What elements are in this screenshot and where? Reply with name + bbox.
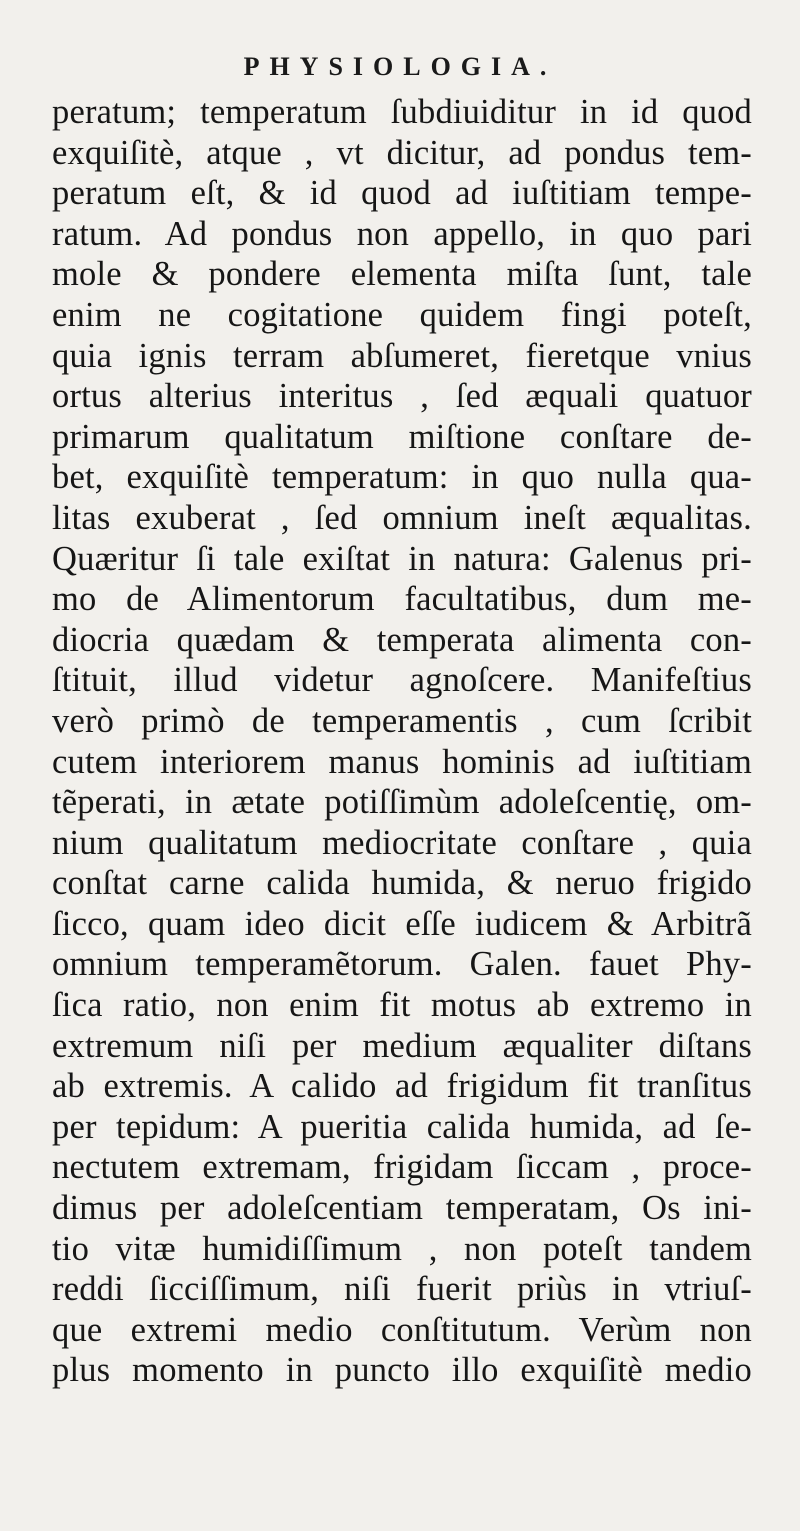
text-line: dimus per adoleſcentiam temperatam, Os ini- xyxy=(52,1189,752,1228)
text-line: extremum niſi per medium æqualiter diſtans xyxy=(52,1026,752,1065)
text-line: que extremi medio conſtitutum. Verùm non xyxy=(52,1310,752,1349)
text-line: peratum eſt, & id quod ad iuſtitiam tempe- xyxy=(52,174,752,213)
text-line: plus momento in puncto illo exquiſitè medio xyxy=(52,1351,752,1390)
text-line: nium qualitatum mediocritate conſtare , quia xyxy=(52,823,752,862)
text-line: primarum qualitatum miſtione conſtare de- xyxy=(52,417,752,456)
text-line: nectutem extremam, frigidam ſiccam , proce- xyxy=(52,1148,752,1187)
text-line: reddi ſicciſſimum, niſi fuerit priùs in vtriuſ- xyxy=(52,1270,752,1309)
text-line: enim ne cogitatione quidem fingi poteſt, xyxy=(52,295,752,334)
text-line: quia ignis terram abſumeret, fieretque vnius xyxy=(52,336,752,375)
text-line: verò primò de temperamentis , cum ſcribit xyxy=(52,701,752,740)
text-line: tẽperati, in ætate potiſſimùm adoleſcentię, om- xyxy=(52,783,752,822)
text-line: exquiſitè, atque , vt dicitur, ad pondus tem- xyxy=(52,133,752,172)
text-line: peratum; temperatum ſubdiuiditur in id quod xyxy=(52,93,752,131)
text-line: conſtat carne calida humida, & neruo frigido xyxy=(52,864,752,903)
text-line: mo de Alimentorum facultatibus, dum me- xyxy=(52,580,752,619)
body-text xyxy=(52,92,752,1391)
text-line: ſtituit, illud videtur agnoſcere. Manifeſtius xyxy=(52,661,752,700)
text-line: omnium temperamẽtorum. Galen. fauet Phy- xyxy=(52,945,752,984)
text-line: ratum. Ad pondus non appello, in quo pari xyxy=(52,214,752,253)
running-head: PHYSIOLOGIA. xyxy=(243,52,557,81)
text-line: per tepidum: A pueritia calida humida, ad ſe- xyxy=(52,1107,752,1146)
text-line: tio vitæ humidiſſimum , non poteſt tandem xyxy=(52,1229,752,1268)
text-line: cutem interiorem manus hominis ad iuſtitiam xyxy=(52,742,752,781)
text-line: bet, exquiſitè temperatum: in quo nulla qua- xyxy=(52,458,752,497)
text-line: ſica ratio, non enim fit motus ab extremo in xyxy=(52,986,752,1025)
text-line: ab extremis. A calido ad frigidum fit tranſitus xyxy=(52,1067,752,1106)
text-line: ſicco, quam ideo dicit eſſe iudicem & Arbitrã xyxy=(52,904,752,943)
text-line: ortus alterius interitus , ſed æquali quatuor xyxy=(52,377,752,416)
text-line: Quæritur ſi tale exiſtat in natura: Galenus pri- xyxy=(52,539,752,578)
text-line: litas exuberat , ſed omnium ineſt æqualitas. xyxy=(52,498,752,537)
text-line: mole & pondere elementa miſta ſunt, tale xyxy=(52,255,752,294)
text-line: diocria quædam & temperata alimenta con- xyxy=(52,620,752,659)
